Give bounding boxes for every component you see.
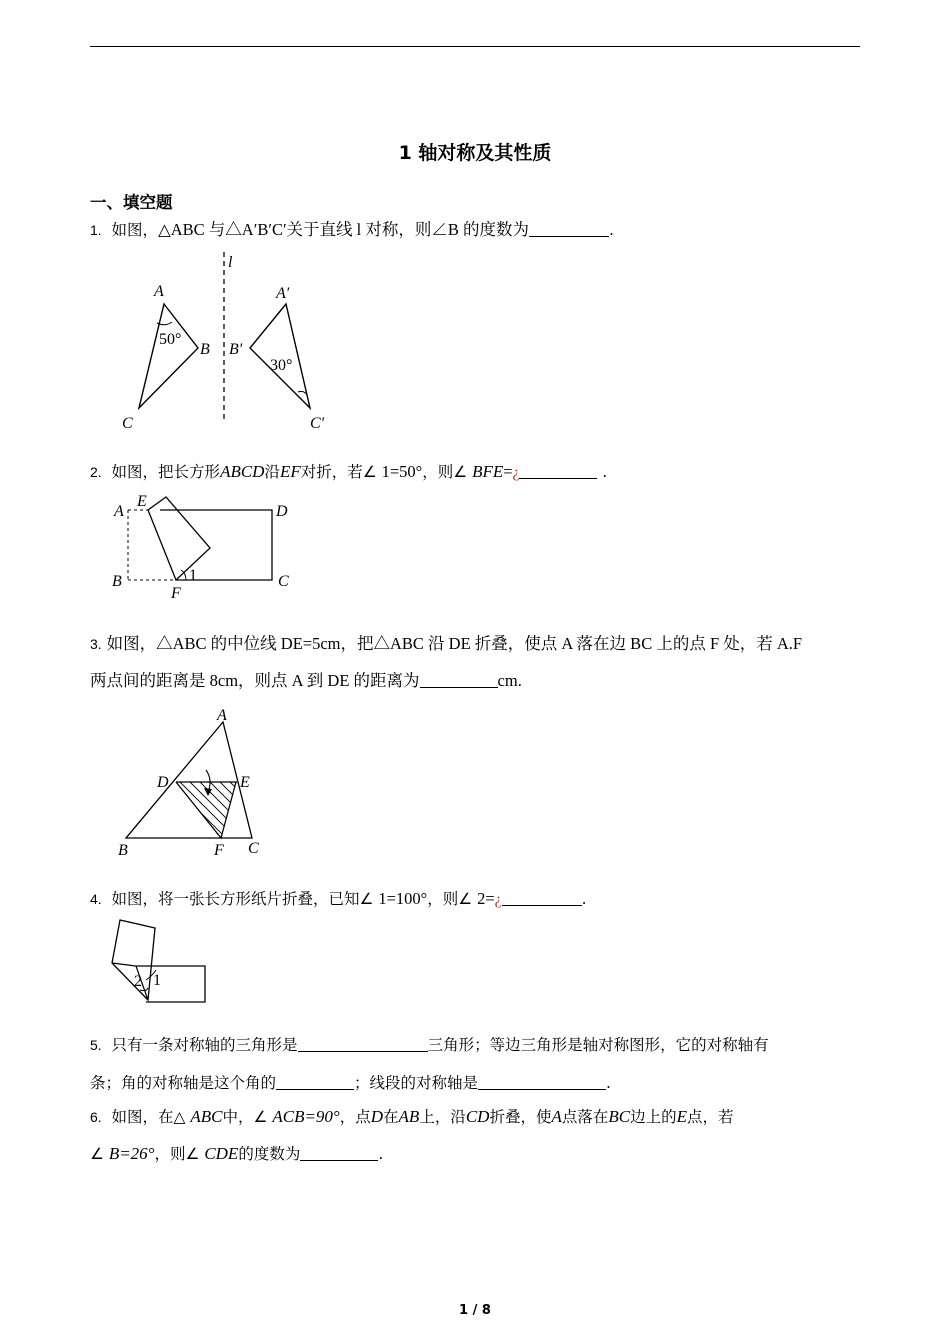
math: 2= <box>477 889 495 908</box>
question-text: 如图，△ABC 的中位线 DE=5cm，把△ABC 沿 DE 折叠，使点 A 落在边 BC 上的点 F 处，若 A.F <box>106 634 803 653</box>
question-text: 如图，在△ <box>111 1108 191 1126</box>
math: AB <box>398 1107 420 1126</box>
question-5 <box>90 1033 769 1055</box>
label-b: B <box>200 341 210 358</box>
question-text: 在 <box>383 1108 399 1126</box>
page-title: 1 轴对称及其性质 <box>398 142 552 164</box>
angle-label-2: 2 <box>134 973 142 990</box>
question-number: 3. <box>90 636 102 652</box>
label-f: F <box>214 842 224 859</box>
question-number: 2. <box>90 464 102 480</box>
question-text: 中，∠ <box>222 1108 273 1126</box>
answer-blank[interactable] <box>478 1075 606 1090</box>
answer-blank[interactable] <box>298 1037 428 1052</box>
math: 1=50° <box>381 462 423 481</box>
question-text: 对折，若∠ <box>300 463 382 481</box>
triangle-abc <box>126 722 252 838</box>
question-number: 1. <box>90 222 102 238</box>
question-end: . <box>581 890 587 908</box>
label-c-prime: C′ <box>310 415 325 432</box>
math: ABC <box>190 1107 223 1126</box>
garbled-char: ¿ <box>512 464 520 481</box>
section-heading: 一、填空题 <box>90 193 173 212</box>
question-3-line-2 <box>90 667 522 691</box>
garbled-char: ¿ <box>494 891 502 908</box>
math: = <box>503 462 513 481</box>
question-text: 如图，把长方形 <box>111 463 221 481</box>
label-c: C <box>278 573 289 590</box>
question-5-line-2 <box>90 1071 611 1093</box>
question-end: . <box>609 221 614 239</box>
math: BC <box>608 1107 631 1126</box>
figure-2 <box>108 492 298 602</box>
question-text: 点，若 <box>687 1108 734 1126</box>
question-text: ，则∠ <box>154 1145 205 1163</box>
answer-blank[interactable] <box>502 891 582 906</box>
question-2 <box>90 460 607 482</box>
question-text: 沿 <box>264 463 280 481</box>
question-text: 边上的 <box>630 1108 677 1126</box>
label-a: A <box>154 283 164 300</box>
question-text: ，则∠ <box>422 463 473 481</box>
question-text: 条；角的对称轴是这个角的 <box>90 1074 277 1092</box>
question-6 <box>90 1105 734 1127</box>
question-1 <box>90 216 614 240</box>
question-text: ∠ <box>90 1145 109 1163</box>
question-4 <box>90 887 587 909</box>
figure-4 <box>106 915 216 1007</box>
question-number: 6. <box>90 1109 102 1125</box>
question-text: 的度数为 <box>238 1145 301 1163</box>
answer-blank[interactable] <box>519 464 597 479</box>
label-f: F <box>171 585 181 602</box>
answer-blank[interactable] <box>300 1146 378 1161</box>
label-e: E <box>137 493 147 510</box>
question-text: 如图， <box>111 221 159 239</box>
question-6-line-2 <box>90 1142 383 1164</box>
question-text: 两点间的距离是 8cm，则点 A 到 DE 的距离为 <box>90 671 420 690</box>
label-a: A <box>114 503 124 520</box>
angle-label: 30° <box>270 357 293 374</box>
question-text: ，则∠ <box>427 890 478 908</box>
header-rule <box>90 46 860 47</box>
math: BFE <box>472 462 504 481</box>
math: EF <box>279 462 301 481</box>
label-d: D <box>276 503 288 520</box>
label-a: A <box>217 707 227 724</box>
angle-label: 50° <box>159 331 182 348</box>
triangle-abc <box>139 304 198 408</box>
figure-3 <box>112 705 272 860</box>
arrow-head <box>204 788 212 796</box>
question-text: 如图，将一张长方形纸片折叠，已知∠ <box>111 890 379 908</box>
question-number: 4. <box>90 891 102 907</box>
label-c: C <box>248 840 259 857</box>
answer-blank[interactable] <box>529 222 609 237</box>
math: 1=100° <box>378 889 428 908</box>
math: CD <box>465 1107 490 1126</box>
figure-1 <box>110 248 340 433</box>
question-text: 三角形；等边三角形是轴对称图形，它的对称轴有 <box>427 1036 769 1054</box>
question-end: . <box>597 463 608 481</box>
label-d: D <box>157 774 169 791</box>
math: A <box>551 1107 562 1126</box>
question-text: 点落在 <box>561 1108 609 1126</box>
rectangle-part <box>160 510 272 580</box>
question-text: 上，沿 <box>419 1108 466 1126</box>
question-text: cm. <box>497 671 522 690</box>
math: ACB=90° <box>272 1107 340 1126</box>
math: D <box>370 1107 384 1126</box>
answer-blank[interactable] <box>420 673 498 688</box>
question-text: ，点 <box>339 1108 371 1126</box>
label-b-prime: B′ <box>229 341 243 358</box>
question-text: 折叠，使 <box>489 1108 552 1126</box>
math: ABCD <box>220 462 265 481</box>
question-text: △ABC 与△A′B′C′关于直线 l 对称，则∠B 的度数为 <box>158 220 530 239</box>
question-text: ；线段的对称轴是 <box>354 1074 479 1092</box>
question-end: . <box>606 1074 611 1092</box>
angle-label-1: 1 <box>153 972 161 989</box>
question-text: 只有一条对称轴的三角形是 <box>111 1036 298 1054</box>
answer-blank[interactable] <box>276 1075 354 1090</box>
label-l: l <box>228 254 233 271</box>
label-b: B <box>112 573 122 590</box>
page-number: 1 / 8 <box>459 1303 491 1318</box>
math: B=26° <box>108 1144 155 1163</box>
math: CDE <box>204 1144 239 1163</box>
label-e: E <box>240 774 250 791</box>
angle-label-1: 1 <box>189 567 197 584</box>
label-a-prime: A′ <box>276 285 290 302</box>
triangle-a2b2c2 <box>250 304 310 408</box>
question-end: . <box>378 1145 384 1163</box>
label-c: C <box>122 415 133 432</box>
math: E <box>676 1107 688 1126</box>
label-b: B <box>118 842 128 859</box>
question-3 <box>90 630 802 654</box>
question-number: 5. <box>90 1037 102 1053</box>
shaded-region <box>160 782 272 842</box>
